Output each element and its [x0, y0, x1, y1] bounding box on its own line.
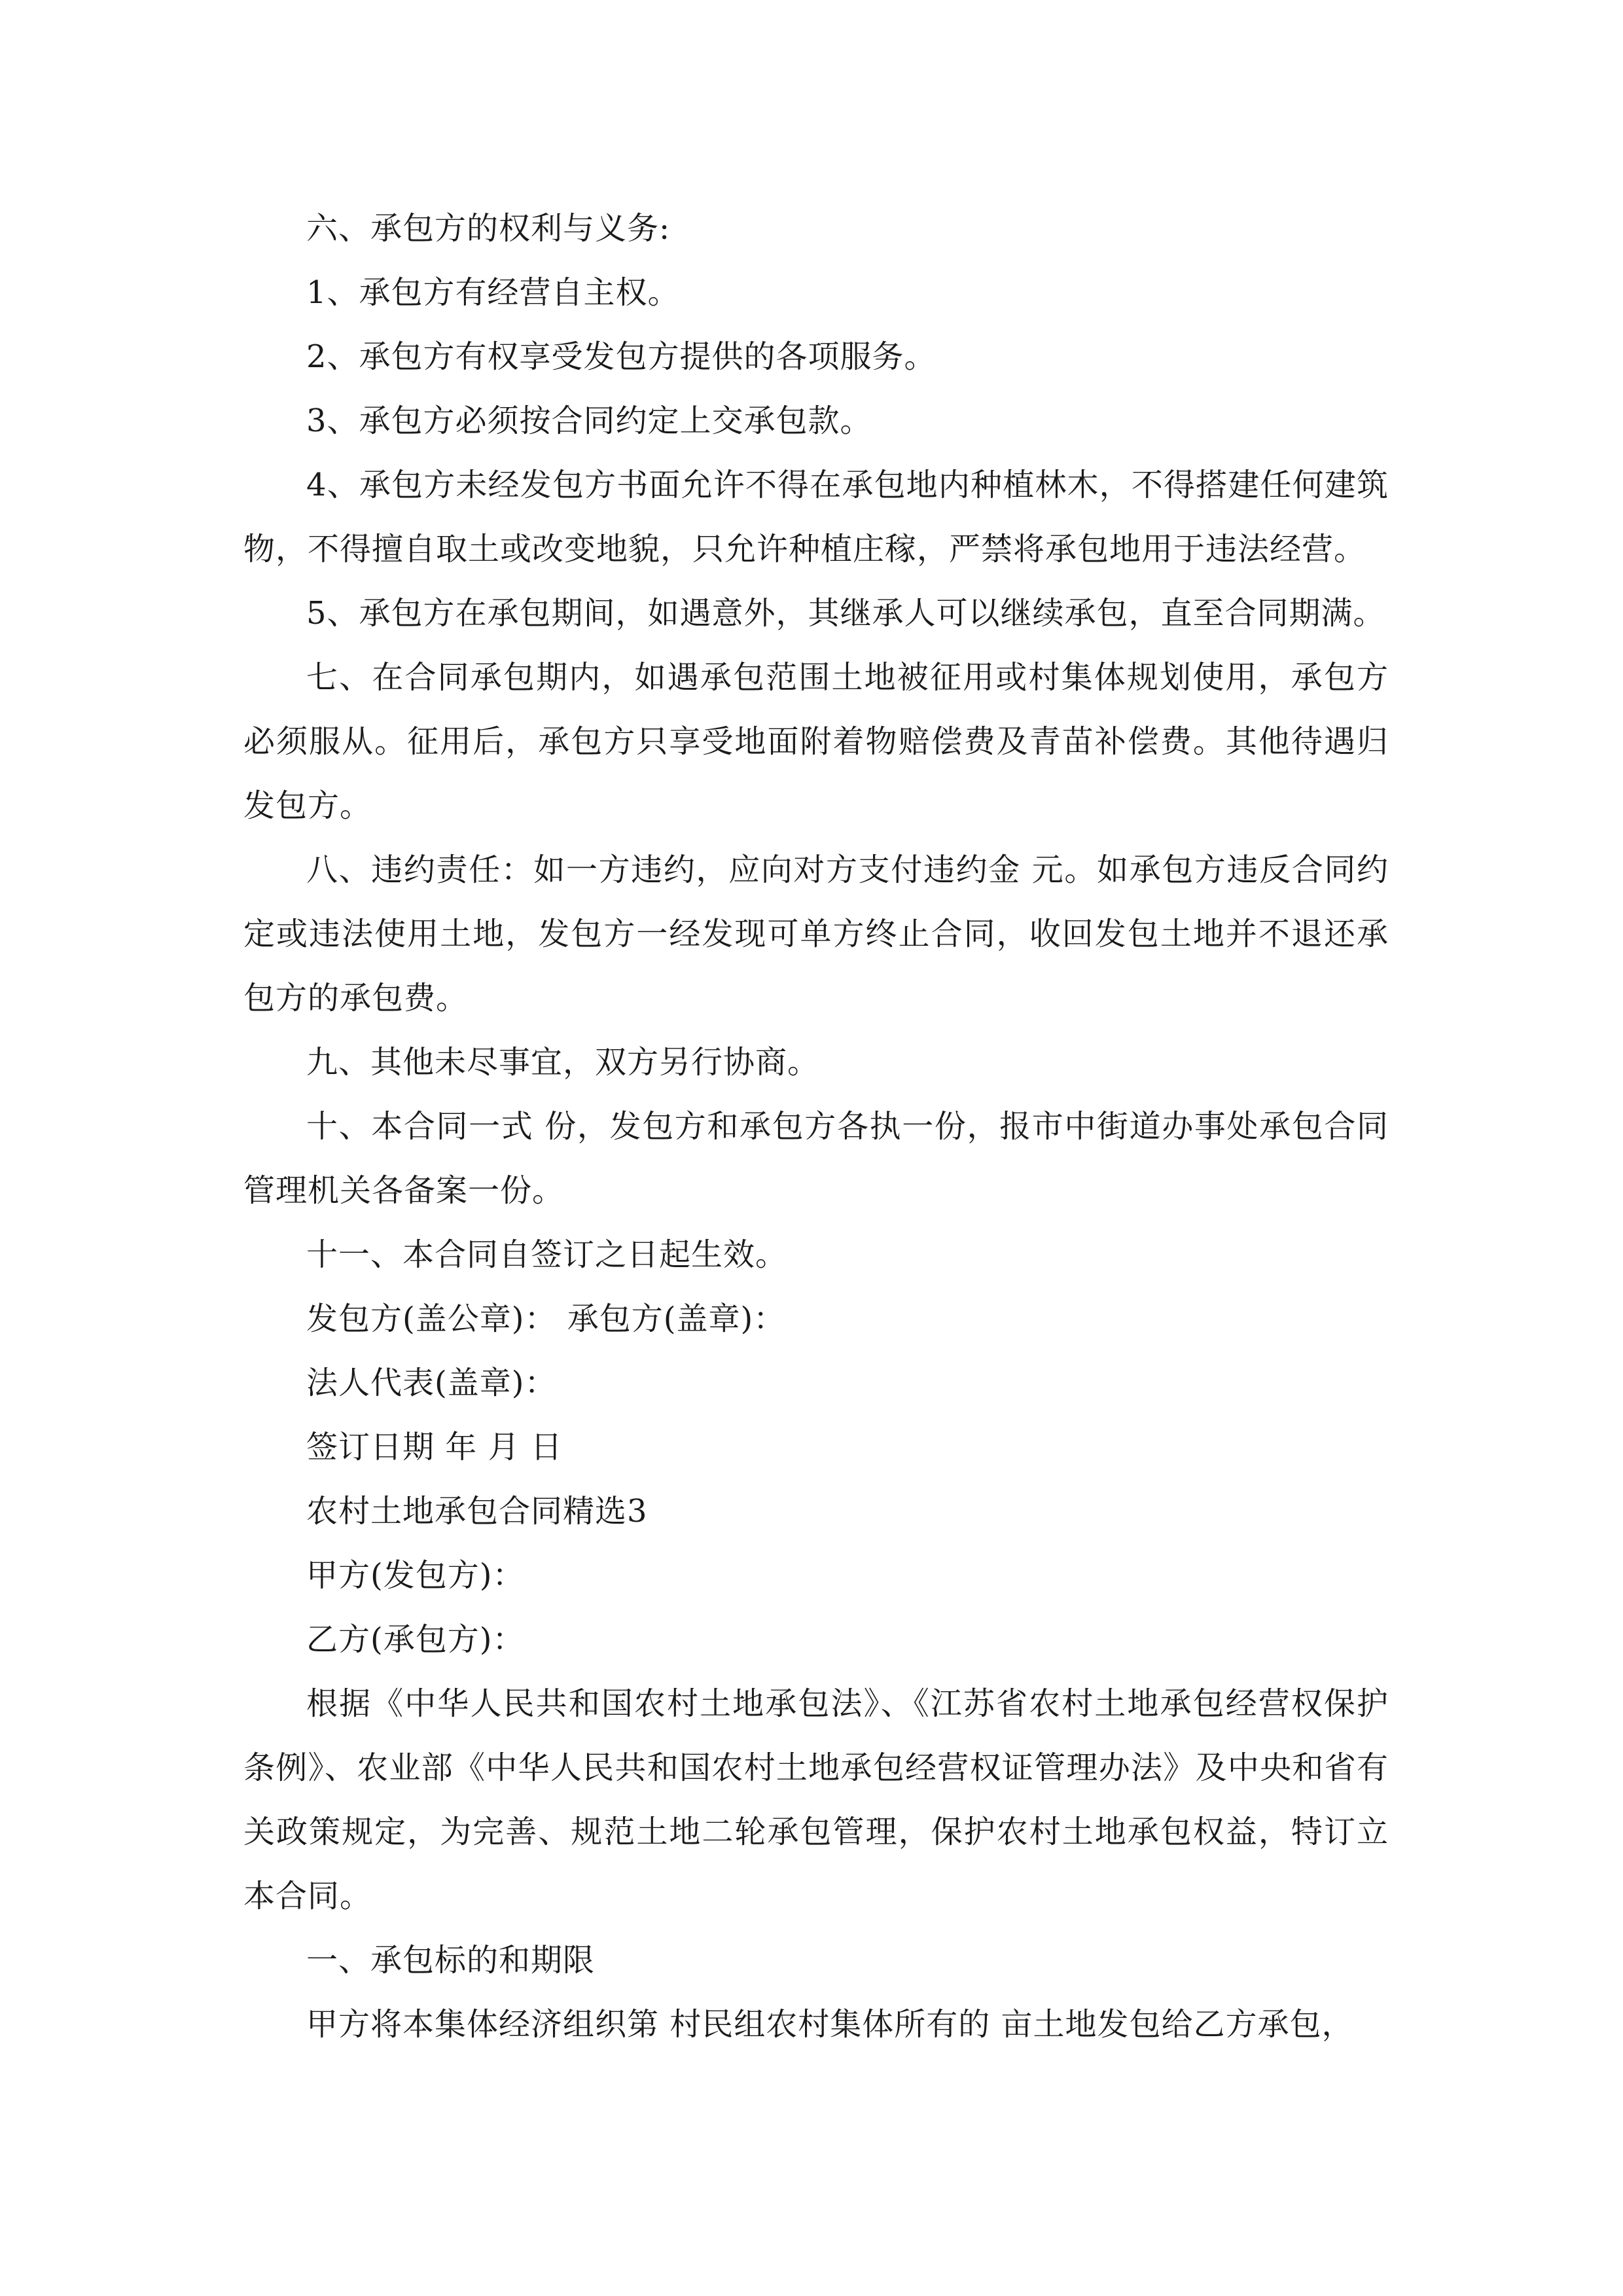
document-body [243, 196, 1389, 2056]
clause-6-4: 4、承包方未经发包方书面允许不得在承包地内种植林木，不得搭建任何建筑物，不得擅自取土或改变地貌，只允许种植庄稼，严禁将承包地用于违法经营。 [243, 467, 1389, 567]
party-b-line: 乙方(承包方)： [306, 1621, 525, 1658]
section-11: 十一、本合同自签订之日起生效。 [306, 1236, 788, 1273]
contract-3-title: 农村土地承包合同精选3 [306, 1493, 648, 1530]
section-7: 七、在合同承包期内，如遇承包范围土地被征用或村集体规划使用，承包方必须服从。征用后，承包方只享受地面附着物赔偿费及青苗补偿费。其他待遇归发包方。 [243, 659, 1389, 824]
party-a-line: 甲方(发包方)： [306, 1557, 525, 1594]
clause-6-1: 1、承包方有经营自主权。 [306, 274, 680, 311]
section-6-heading: 六、承包方的权利与义务: [306, 210, 671, 247]
section-1-heading: 一、承包标的和期限 [306, 1942, 596, 1979]
section-10: 十、本合同一式 份，发包方和承包方各执一份，报市中街道办事处承包合同管理机关各备案一份。 [243, 1108, 1389, 1209]
legal-representative-line: 法人代表(盖章)： [306, 1365, 557, 1401]
clause-6-2: 2、承包方有权享受发包方提供的各项服务。 [306, 338, 936, 375]
preamble-paragraph: 根据《中华人民共和国农村土地承包法》、《江苏省农村土地承包经营权保护条例》、农业部《中华人民共和国农村土地承包经营权证管理办法》及中央和省有关政策规定，为完善、规范土地二轮承包管理，保护农村土地承包权益，特订立本合同。 [243, 1685, 1389, 1914]
section-9: 九、其他未尽事宜，双方另行协商。 [306, 1044, 820, 1081]
clause-6-3: 3、承包方必须按合同约定上交承包款。 [306, 403, 872, 439]
section-1-text: 甲方将本集体经济组织第 村民组农村集体所有的 亩土地发包给乙方承包， [306, 2006, 1354, 2043]
clause-6-5: 5、承包方在承包期间，如遇意外，其继承人可以继续承包，直至合同期满。 [306, 595, 1385, 632]
signature-parties-line: 发包方(盖公章)： 承包方(盖章)： [306, 1300, 786, 1337]
section-8: 八、违约责任：如一方违约，应向对方支付违约金 元。如承包方违反合同约定或违法使用土地，发包方一经发现可单方终止合同，收回发包土地并不退还承包方的承包费。 [243, 852, 1389, 1016]
signing-date-line: 签订日期 年 月 日 [306, 1429, 563, 1465]
